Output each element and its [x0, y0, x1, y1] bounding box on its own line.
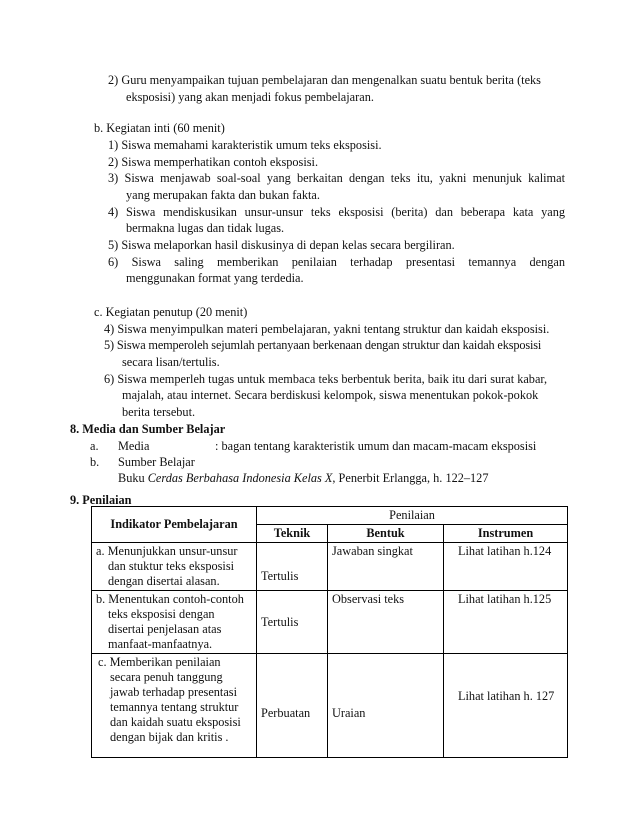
indikator-cell: a. Menunjukkan unsur-unsur dan stuktur teks eksposisi dengan disertai alasan. [92, 543, 257, 591]
section-b-item: 4) Siswa mendiskusikan unsur-unsur teks eksposisi (berita) dan beberapa kata yang [108, 205, 565, 219]
instrumen-cell: Lihat latihan h.124 [444, 543, 568, 591]
instrumen-cell: Lihat latihan h. 127 [444, 654, 568, 758]
bentuk-cell: Uraian [328, 654, 444, 758]
indikator-cell: c. Memberikan penilaian secara penuh tanggung jawab terhadap presentasi temannya tentang struktur dan kaidah suatu eksposisi dengan bijak dan kritis . [92, 654, 257, 758]
teknik-cell: Tertulis [257, 591, 328, 654]
section-b-item: 5) Siswa melaporkan hasil diskusinya di depan kelas secara bergiliran. [108, 238, 455, 252]
section-c-heading: c. Kegiatan penutup (20 menit) [94, 305, 248, 319]
section-b-item-cont: yang merupakan fakta dan bukan fakta. [126, 188, 320, 202]
indikator-cell: b. Menentukan contoh-contoh teks eksposisi dengan disertai penjelasan atas manfaat-manfaatnya. [92, 591, 257, 654]
section-b-item-cont: menggunakan format yang terdedia. [126, 271, 304, 285]
media-key: Media [118, 439, 150, 453]
header-instrumen: Instrumen [444, 525, 568, 543]
activity-a-item-2-line-2: eksposisi) yang akan menjadi fokus pembelajaran. [126, 90, 374, 104]
source-label: b. [90, 455, 100, 469]
header-indikator: Indikator Pembelajaran [92, 507, 257, 543]
section-c-item: 5) Siswa memperoleh sejumlah pertanyaan berkenaan dengan struktur dan kaidah eksposisi [104, 338, 542, 352]
teknik-cell: Tertulis [257, 543, 328, 591]
media-label: a. [90, 439, 99, 453]
section-c-item: 6) Siswa memperleh tugas untuk membaca teks berbentuk berita, baik itu dari surat kabar, [104, 372, 548, 386]
section-b-item: 3) Siswa menjawab soal-soal yang berkaitan dengan teks itu, yakni menunjuk kalimat [108, 171, 565, 185]
table-row [92, 654, 568, 758]
section-8-heading: 8. Media dan Sumber Belajar [70, 422, 226, 436]
book-title: Cerdas Berbahasa Indonesia Kelas X [147, 471, 333, 485]
section-9-heading: 9. Penilaian [70, 493, 132, 507]
section-c-item-cont: berita tersebut. [122, 405, 196, 419]
book-suffix: , Penerbit Erlangga, h. 122–127 [332, 471, 489, 485]
section-b-item: 1) Siswa memahami karakteristik umum teks eksposisi. [108, 138, 382, 152]
media-value: : bagan tentang karakteristik umum dan macam-macam eksposisi [215, 439, 537, 453]
source-book [118, 471, 488, 486]
activity-a-item-2-line-1: 2) Guru menyampaikan tujuan pembelajaran dan mengenalkan suatu bentuk berita (teks [108, 73, 541, 87]
header-penilaian: Penilaian [257, 507, 568, 525]
source-key: Sumber Belajar [118, 455, 195, 469]
instrumen-cell: Lihat latihan h.125 [444, 591, 568, 654]
section-b-item: 2) Siswa memperhatikan contoh eksposisi. [108, 155, 319, 169]
section-b-item: 6) Siswa saling memberikan penilaian terhadap presentasi temannya dengan [108, 255, 565, 269]
section-c-item: 4) Siswa menyimpulkan materi pembelajaran, yakni tentang struktur dan kaidah eksposisi. [104, 322, 550, 336]
bentuk-cell: Observasi teks [328, 591, 444, 654]
bentuk-cell: Jawaban singkat [328, 543, 444, 591]
section-b-item-cont: bermakna lugas dan tidak lugas. [126, 221, 285, 235]
header-teknik: Teknik [257, 525, 328, 543]
table-row [92, 543, 568, 591]
teknik-cell: Perbuatan [257, 654, 328, 758]
table-row [92, 591, 568, 654]
section-b-heading: b. Kegiatan inti (60 menit) [94, 121, 225, 135]
book-prefix: Buku [118, 471, 148, 485]
section-c-item-cont: majalah, atau internet. Secara berdiskusi kelompok, siswa menentukan pokok-pokok [122, 388, 539, 402]
header-bentuk: Bentuk [328, 525, 444, 543]
assessment-table [91, 506, 568, 758]
section-c-item-cont: secara lisan/tertulis. [122, 355, 220, 369]
